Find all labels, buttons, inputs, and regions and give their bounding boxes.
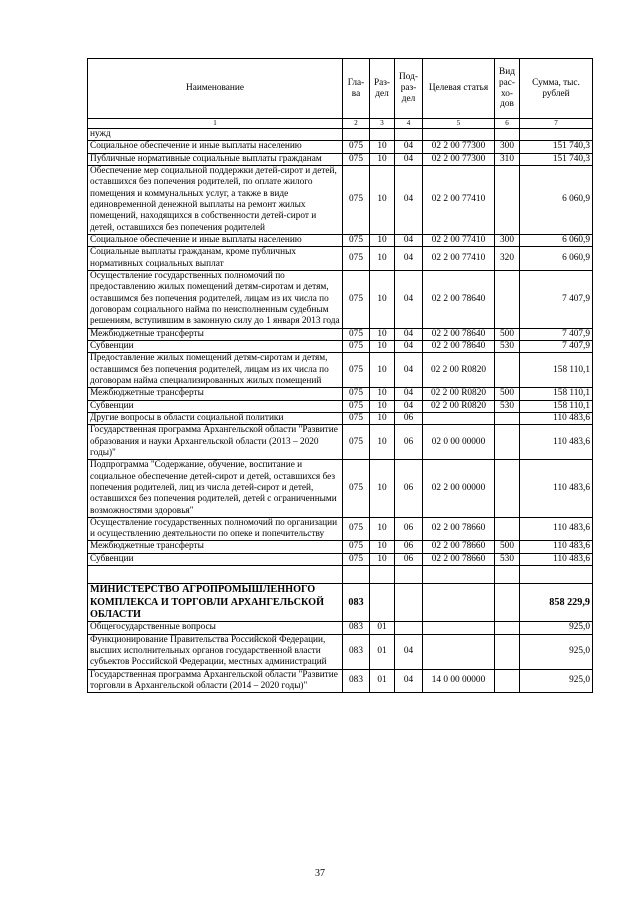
cell-chapter: 075	[343, 517, 370, 541]
cell-subsection: 04	[395, 340, 423, 352]
table-row	[88, 328, 593, 340]
cell-target	[423, 412, 495, 424]
cell-target	[423, 634, 495, 669]
cell-chapter: 083	[343, 584, 370, 622]
cell-amount: 151 740,3	[520, 153, 593, 165]
cell-section: 10	[370, 165, 395, 234]
cell-subsection	[395, 566, 423, 584]
cell-subsection: 04	[395, 388, 423, 400]
cell-chapter	[343, 129, 370, 141]
cell-subsection: 04	[395, 247, 423, 271]
cell-amount: 158 110,1	[520, 388, 593, 400]
cell-section: 10	[370, 328, 395, 340]
cell-subsection: 06	[395, 412, 423, 424]
cell-name: Осуществление государственных полномочий по предоставлению жилых помещений детям-сиротам и детям, оставшимся без попечения родителей, лицам из их числа по договорам социального найма по неисполненным судебным решениям, вступившим в законную силу до 1 января 2013 года	[88, 270, 343, 328]
cell-expense-type	[495, 425, 520, 460]
cell-section: 10	[370, 247, 395, 271]
cell-expense-type	[495, 412, 520, 424]
cell-amount: 110 483,6	[520, 425, 593, 460]
cell-name: нужд	[88, 129, 343, 141]
header-amount: Сумма, тыс. рублей	[520, 59, 593, 119]
cell-name: Субвенции	[88, 553, 343, 565]
cell-target	[423, 566, 495, 584]
cell-chapter: 075	[343, 153, 370, 165]
header-chapter: Гла-ва	[343, 59, 370, 119]
cell-name: Межбюджетные трансферты	[88, 541, 343, 553]
cell-amount: 6 060,9	[520, 234, 593, 246]
cell-name: Общегосударственные вопросы	[88, 622, 343, 634]
col-number: 4	[395, 119, 423, 129]
table-row	[88, 517, 593, 541]
cell-target: 02 2 00 78660	[423, 541, 495, 553]
table-row	[88, 634, 593, 669]
cell-section: 10	[370, 340, 395, 352]
cell-expense-type: 310	[495, 153, 520, 165]
table-row	[88, 400, 593, 412]
cell-section: 10	[370, 141, 395, 153]
cell-amount: 925,0	[520, 669, 593, 693]
cell-chapter: 075	[343, 553, 370, 565]
table-row	[88, 340, 593, 352]
cell-chapter: 075	[343, 400, 370, 412]
cell-subsection: 06	[395, 460, 423, 518]
cell-amount: 110 483,6	[520, 517, 593, 541]
cell-target: 14 0 00 00000	[423, 669, 495, 693]
cell-subsection: 04	[395, 165, 423, 234]
cell-section: 01	[370, 622, 395, 634]
cell-expense-type	[495, 270, 520, 328]
cell-amount: 858 229,9	[520, 584, 593, 622]
table-row	[88, 270, 593, 328]
cell-name: Социальные выплаты гражданам, кроме публичных нормативных социальных выплат	[88, 247, 343, 271]
cell-amount	[520, 129, 593, 141]
cell-chapter: 083	[343, 669, 370, 693]
cell-chapter: 075	[343, 388, 370, 400]
cell-expense-type: 320	[495, 247, 520, 271]
cell-target: 02 2 00 R0820	[423, 388, 495, 400]
cell-name: Подпрограмма "Содержание, обучение, воспитание и социальное обеспечение детей-сирот и детей, оставшихся без попечения родителей, лиц из числа детей-сирот и детей, оставшихся без попечения родителей, детей с ограниченными возможностями здоровья"	[88, 460, 343, 518]
col-number: 6	[495, 119, 520, 129]
col-number: 2	[343, 119, 370, 129]
table-row	[88, 541, 593, 553]
table-row	[88, 165, 593, 234]
cell-subsection	[395, 584, 423, 622]
cell-chapter: 075	[343, 234, 370, 246]
cell-subsection: 06	[395, 425, 423, 460]
cell-target: 02 2 00 R0820	[423, 353, 495, 388]
cell-target: 02 2 00 77410	[423, 234, 495, 246]
cell-target: 02 2 00 77410	[423, 165, 495, 234]
cell-name: Функционирование Правительства Российской Федерации, высших исполнительных органов государственной власти субъектов Российской Федерации, местных администраций	[88, 634, 343, 669]
cell-target: 02 2 00 78660	[423, 517, 495, 541]
cell-section: 10	[370, 460, 395, 518]
cell-amount	[520, 566, 593, 584]
cell-target	[423, 622, 495, 634]
cell-target: 02 2 00 R0820	[423, 400, 495, 412]
cell-chapter: 075	[343, 328, 370, 340]
cell-expense-type	[495, 165, 520, 234]
cell-section: 10	[370, 400, 395, 412]
cell-chapter: 075	[343, 141, 370, 153]
cell-amount: 7 407,9	[520, 328, 593, 340]
cell-chapter: 075	[343, 340, 370, 352]
cell-section: 10	[370, 388, 395, 400]
header-section: Раз-дел	[370, 59, 395, 119]
cell-expense-type: 300	[495, 234, 520, 246]
col-number: 3	[370, 119, 395, 129]
cell-amount: 6 060,9	[520, 247, 593, 271]
cell-amount: 158 110,1	[520, 400, 593, 412]
col-number: 1	[88, 119, 343, 129]
table-row	[88, 669, 593, 693]
header-name: Наименование	[88, 59, 343, 119]
cell-expense-type: 530	[495, 400, 520, 412]
table-row	[88, 388, 593, 400]
cell-section: 10	[370, 153, 395, 165]
cell-section: 10	[370, 270, 395, 328]
cell-subsection: 04	[395, 234, 423, 246]
cell-amount: 7 407,9	[520, 270, 593, 328]
cell-expense-type	[495, 129, 520, 141]
cell-target	[423, 584, 495, 622]
cell-amount: 151 740,3	[520, 141, 593, 153]
cell-section: 01	[370, 669, 395, 693]
cell-name: Субвенции	[88, 340, 343, 352]
cell-section: 10	[370, 541, 395, 553]
cell-chapter: 083	[343, 634, 370, 669]
cell-section	[370, 129, 395, 141]
cell-target: 02 0 00 00000	[423, 425, 495, 460]
cell-expense-type: 500	[495, 541, 520, 553]
cell-name: Межбюджетные трансферты	[88, 328, 343, 340]
cell-name: Государственная программа Архангельской области "Развитие образования и науки Архангельской области (2013 – 2020 годы)"	[88, 425, 343, 460]
cell-amount: 6 060,9	[520, 165, 593, 234]
cell-section: 10	[370, 234, 395, 246]
cell-expense-type	[495, 634, 520, 669]
cell-amount: 110 483,6	[520, 553, 593, 565]
cell-expense-type	[495, 517, 520, 541]
table-row	[88, 141, 593, 153]
cell-chapter: 075	[343, 165, 370, 234]
cell-target: 02 2 00 78640	[423, 270, 495, 328]
cell-chapter	[343, 566, 370, 584]
cell-chapter: 075	[343, 247, 370, 271]
cell-subsection: 04	[395, 153, 423, 165]
cell-expense-type	[495, 460, 520, 518]
cell-subsection: 06	[395, 517, 423, 541]
cell-expense-type: 500	[495, 328, 520, 340]
cell-target: 02 2 00 77300	[423, 141, 495, 153]
cell-name: Обеспечение мер социальной поддержки детей-сирот и детей, оставшихся без попечения родителей, по оплате жилого помещения и коммунальных услуг, а также в виде единовременной денежной выплаты на ремонт жилых помещений, находящихся в собственности детей-сирот и детей, оставшихся без попечения родителей	[88, 165, 343, 234]
cell-chapter: 075	[343, 270, 370, 328]
cell-name: Субвенции	[88, 400, 343, 412]
cell-expense-type	[495, 353, 520, 388]
cell-name: Предоставление жилых помещений детям-сиротам и детям, оставшимся без попечения родителей, лицам из их числа по договорам найма специализированных жилых помещений	[88, 353, 343, 388]
cell-target: 02 2 00 78660	[423, 553, 495, 565]
table-body	[88, 129, 593, 693]
table-row	[88, 553, 593, 565]
cell-section: 10	[370, 517, 395, 541]
cell-expense-type: 530	[495, 340, 520, 352]
cell-expense-type: 500	[495, 388, 520, 400]
cell-chapter: 075	[343, 353, 370, 388]
cell-section: 10	[370, 353, 395, 388]
cell-name	[88, 566, 343, 584]
cell-amount: 110 483,6	[520, 460, 593, 518]
cell-chapter: 075	[343, 425, 370, 460]
cell-name: Публичные нормативные социальные выплаты гражданам	[88, 153, 343, 165]
cell-expense-type	[495, 622, 520, 634]
table-row	[88, 412, 593, 424]
cell-subsection: 06	[395, 553, 423, 565]
cell-name: Межбюджетные трансферты	[88, 388, 343, 400]
table-header-row	[88, 59, 593, 119]
cell-name: Социальное обеспечение и иные выплаты населению	[88, 141, 343, 153]
cell-subsection: 04	[395, 353, 423, 388]
header-expense-type: Вид рас-хо-дов	[495, 59, 520, 119]
cell-target: 02 2 00 77300	[423, 153, 495, 165]
table-row	[88, 622, 593, 634]
table-row	[88, 247, 593, 271]
cell-amount: 110 483,6	[520, 541, 593, 553]
cell-section: 10	[370, 412, 395, 424]
col-number: 5	[423, 119, 495, 129]
table-row	[88, 566, 593, 584]
cell-subsection: 04	[395, 669, 423, 693]
table-row	[88, 153, 593, 165]
cell-amount: 925,0	[520, 634, 593, 669]
cell-target: 02 2 00 00000	[423, 460, 495, 518]
table-row	[88, 234, 593, 246]
cell-name: МИНИСТЕРСТВО АГРОПРОМЫШЛЕННОГО КОМПЛЕКСА И ТОРГОВЛИ АРХАНГЕЛЬСКОЙ ОБЛАСТИ	[88, 584, 343, 622]
col-number: 7	[520, 119, 593, 129]
cell-amount: 925,0	[520, 622, 593, 634]
page-number: 37	[315, 868, 325, 879]
cell-subsection: 04	[395, 400, 423, 412]
cell-section: 10	[370, 553, 395, 565]
cell-target: 02 2 00 77410	[423, 247, 495, 271]
cell-amount: 7 407,9	[520, 340, 593, 352]
cell-chapter: 075	[343, 412, 370, 424]
cell-subsection: 06	[395, 541, 423, 553]
cell-chapter: 083	[343, 622, 370, 634]
budget-table	[87, 58, 593, 693]
cell-target	[423, 129, 495, 141]
column-number-row	[88, 119, 593, 129]
cell-name: Государственная программа Архангельской области "Развитие торговли в Архангельской области (2014 – 2020 годы)"	[88, 669, 343, 693]
cell-chapter: 075	[343, 541, 370, 553]
table-row	[88, 460, 593, 518]
cell-amount: 158 110,1	[520, 353, 593, 388]
cell-target: 02 2 00 78640	[423, 340, 495, 352]
table-row	[88, 353, 593, 388]
cell-section	[370, 584, 395, 622]
cell-expense-type	[495, 669, 520, 693]
table-row	[88, 425, 593, 460]
cell-subsection: 04	[395, 141, 423, 153]
header-target: Целевая статья	[423, 59, 495, 119]
header-subsection: Под-раз-дел	[395, 59, 423, 119]
cell-subsection: 04	[395, 634, 423, 669]
cell-target: 02 2 00 78640	[423, 328, 495, 340]
cell-name: Другие вопросы в области социальной политики	[88, 412, 343, 424]
cell-subsection: 04	[395, 270, 423, 328]
cell-subsection: 04	[395, 328, 423, 340]
cell-expense-type	[495, 566, 520, 584]
cell-expense-type: 530	[495, 553, 520, 565]
cell-subsection	[395, 129, 423, 141]
cell-expense-type	[495, 584, 520, 622]
cell-section: 01	[370, 634, 395, 669]
table-row	[88, 129, 593, 141]
cell-name: Осуществление государственных полномочий по организации и осуществлению деятельности по опеке и попечительству	[88, 517, 343, 541]
cell-name: Социальное обеспечение и иные выплаты населению	[88, 234, 343, 246]
table-row	[88, 584, 593, 622]
cell-section	[370, 566, 395, 584]
cell-section: 10	[370, 425, 395, 460]
cell-subsection	[395, 622, 423, 634]
cell-chapter: 075	[343, 460, 370, 518]
cell-amount: 110 483,6	[520, 412, 593, 424]
cell-expense-type: 300	[495, 141, 520, 153]
